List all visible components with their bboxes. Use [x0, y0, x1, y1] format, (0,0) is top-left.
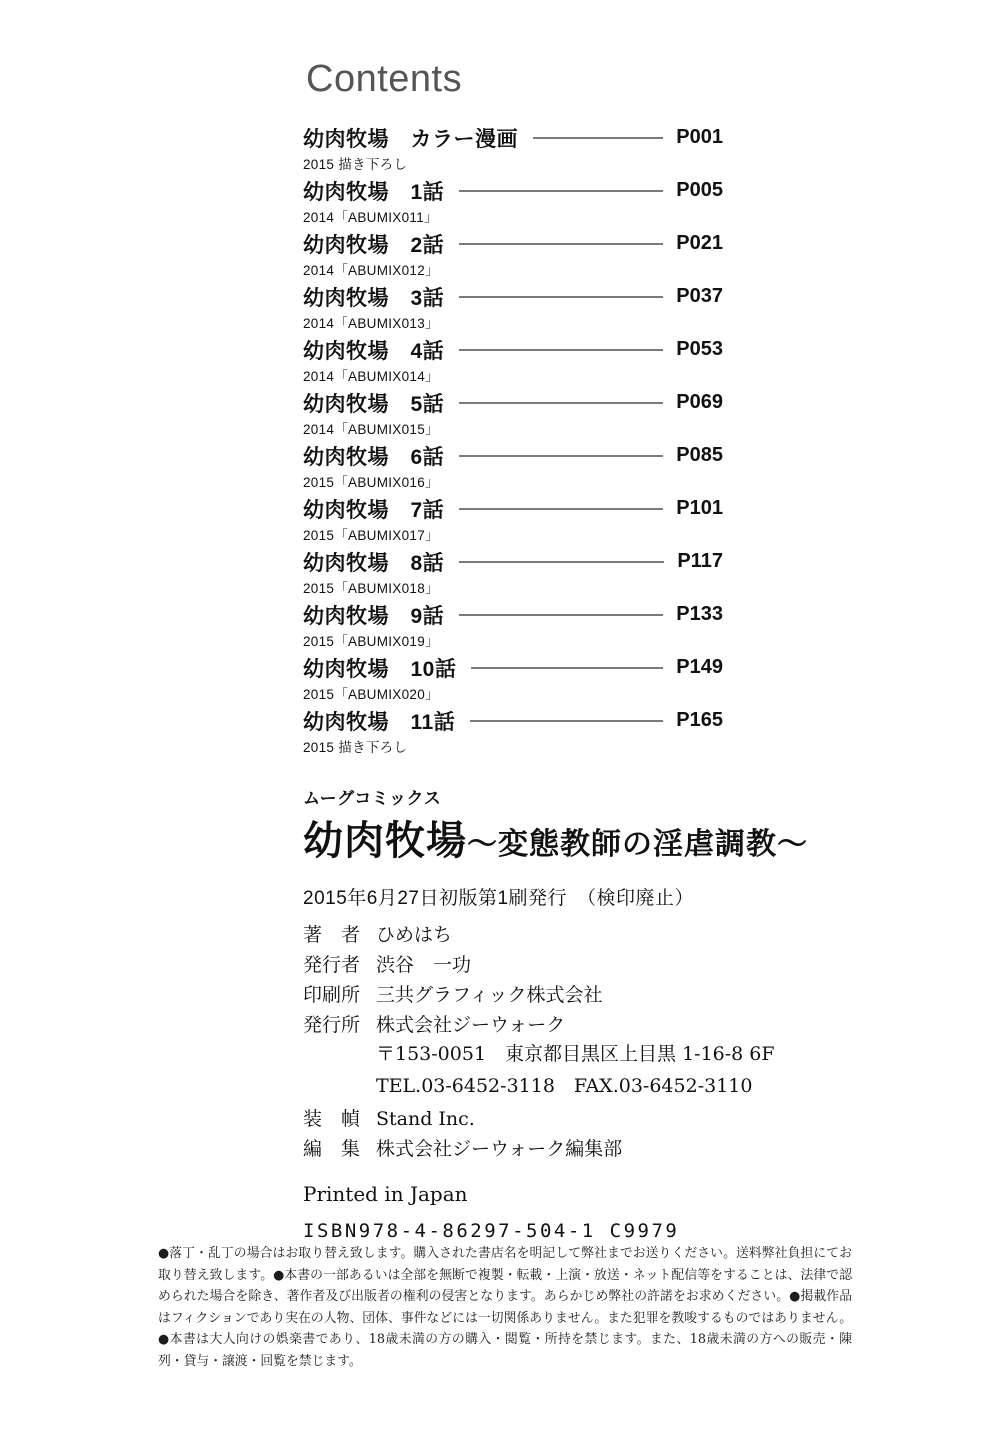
colophon-rows — [303, 924, 903, 1160]
toc-entry-subtitle: 2015 描き下ろし — [303, 740, 408, 755]
toc-entry-row — [303, 495, 723, 522]
colophon-row-extra-line: 〒153-0051 東京都目黒区上目黒 1-16-8 6F — [376, 1043, 775, 1065]
toc-entry-page: P001 — [676, 126, 723, 148]
toc-entry-subtitle: 2014「ABUMIX015」 — [303, 422, 439, 437]
toc-entry-subtitle: 2014「ABUMIX012」 — [303, 263, 439, 278]
toc-entry-row — [303, 124, 723, 151]
toc-entry-subtitle: 2015「ABUMIX018」 — [303, 581, 439, 596]
toc-entry-row — [303, 283, 723, 310]
toc-leader-line — [471, 667, 663, 669]
toc-leader-line — [470, 720, 663, 722]
toc-entry-row — [303, 336, 723, 363]
toc-leader-line — [533, 137, 663, 139]
toc-entry-title: 幼肉牧場 3話 — [303, 286, 445, 310]
toc-entry-page: P101 — [676, 497, 723, 519]
toc-entry-page: P149 — [676, 656, 723, 678]
colophon-row-value: Stand Inc. — [376, 1108, 475, 1130]
colophon-row — [303, 1108, 903, 1130]
toc-entry-row — [303, 389, 723, 416]
toc-entry-page: P069 — [676, 391, 723, 413]
colophon-row — [303, 1138, 903, 1160]
toc-entry — [303, 389, 723, 435]
imprint-label: ムーグコミックス — [303, 789, 442, 808]
toc-entry-page: P085 — [676, 444, 723, 466]
toc-leader-line — [459, 190, 663, 192]
toc-entry — [303, 601, 723, 647]
toc-entry-subtitle: 2014「ABUMIX011」 — [303, 210, 438, 225]
toc-entry-subtitle: 2014「ABUMIX013」 — [303, 316, 439, 331]
toc-entry-title: 幼肉牧場 カラー漫画 — [303, 127, 518, 151]
toc-list — [303, 124, 723, 760]
toc-leader-line — [459, 243, 663, 245]
toc-leader-line — [459, 561, 664, 563]
isbn-code: ISBN978-4-86297-504-1 C9979 — [303, 1220, 680, 1242]
toc-entry — [303, 654, 723, 700]
colophon — [303, 784, 903, 1242]
toc-entry-row — [303, 707, 723, 734]
toc-entry-subtitle: 2014「ABUMIX014」 — [303, 369, 439, 384]
colophon-row — [303, 954, 903, 976]
toc-entry-title: 幼肉牧場 6話 — [303, 445, 445, 469]
colophon-row-value: 三共グラフィック株式会社 — [376, 984, 603, 1006]
toc-entry-title: 幼肉牧場 2話 — [303, 233, 445, 257]
toc-entry — [303, 230, 723, 276]
toc-leader-line — [459, 296, 663, 298]
toc-leader-line — [459, 455, 663, 457]
book-title-main: 幼肉牧場 — [303, 819, 467, 863]
toc-entry-row — [303, 230, 723, 257]
colophon-row-label: 装 幀 — [303, 1108, 361, 1130]
colophon-row-label: 印刷所 — [303, 984, 361, 1006]
toc-entry — [303, 336, 723, 382]
toc-entry-title: 幼肉牧場 10話 — [303, 657, 457, 681]
toc-leader-line — [459, 508, 663, 510]
colophon-row-value-block — [376, 1138, 903, 1160]
colophon-row-label: 発行所 — [303, 1014, 361, 1036]
toc-entry-subtitle: 2015「ABUMIX016」 — [303, 475, 439, 490]
toc-entry-subtitle: 2015 描き下ろし — [303, 157, 408, 172]
colophon-row-value: 株式会社ジーウォーク編集部 — [376, 1138, 623, 1160]
legal-notice-text: ●落丁・乱丁の場合はお取り替え致します。購入された書店名を明記して弊社までお送りください。送料弊社負担にてお取り替え致します。●本書の一部あるいは全部を無断で複製・転載・上演・放送・ネット配信等をすることは、法律で認められた場合を除き、著作者及び出版者の権利の侵害となります。あらかじめ弊社の許諾をお求めください。●掲載作品はフィクションであり実在の人物、団体、事件などには一切関係ありません。また犯罪を教唆するものではありません。●本書は大人向けの娯楽書であり、18歳未満の方の購入・閲覧・所持を禁じます。また、18歳未満の方への販売・陳列・貸与・譲渡・回覧を禁じます。 — [158, 1246, 852, 1369]
toc-entry-page: P165 — [676, 709, 723, 731]
toc-entry-row — [303, 601, 723, 628]
colophon-row-label: 編 集 — [303, 1138, 361, 1160]
edition-line: 2015年6月27日初版第1刷発行 （検印廃止） — [303, 888, 695, 909]
toc-entry-title: 幼肉牧場 11話 — [303, 710, 456, 734]
toc-entry-row — [303, 442, 723, 469]
colophon-row-label: 発行者 — [303, 954, 361, 976]
colophon-row-label: 著 者 — [303, 924, 361, 946]
toc-entry — [303, 442, 723, 488]
colophon-row — [303, 1014, 903, 1100]
toc-entry — [303, 177, 723, 223]
colophon-row-value-block — [376, 1108, 903, 1130]
colophon-row-value: 渋谷 一功 — [376, 954, 472, 976]
toc-entry-page: P021 — [676, 232, 723, 254]
contents-heading: Contents — [306, 58, 463, 100]
toc-entry-page: P053 — [676, 338, 723, 360]
toc-entry-title: 幼肉牧場 8話 — [303, 551, 445, 575]
toc-entry-page: P037 — [676, 285, 723, 307]
colophon-row-value: ひめはち — [376, 924, 453, 946]
toc-entry-title: 幼肉牧場 9話 — [303, 604, 445, 628]
toc-entry-row — [303, 177, 723, 204]
toc-entry-row — [303, 654, 723, 681]
toc-entry-subtitle: 2015「ABUMIX019」 — [303, 634, 439, 649]
toc-entry — [303, 548, 723, 594]
colophon-row-value: 株式会社ジーウォーク — [376, 1014, 566, 1036]
colophon-row-value-block — [376, 984, 903, 1006]
toc-entry — [303, 124, 723, 170]
colophon-row-value-block — [376, 924, 903, 946]
toc-entry-page: P005 — [676, 179, 723, 201]
toc-entry-subtitle: 2015「ABUMIX017」 — [303, 528, 439, 543]
toc-entry-subtitle: 2015「ABUMIX020」 — [303, 687, 439, 702]
toc-entry — [303, 283, 723, 329]
toc-entry-page: P117 — [677, 550, 723, 572]
toc-entry — [303, 495, 723, 541]
colophon-row-value-block — [376, 954, 903, 976]
printed-in-japan: Printed in Japan — [303, 1182, 468, 1206]
toc-entry-page: P133 — [676, 603, 723, 625]
toc-entry-row — [303, 548, 723, 575]
colophon-row-extra-line: TEL.03-6452-3118 FAX.03-6452-3110 — [376, 1075, 753, 1097]
colophon-row-value-block — [376, 1014, 903, 1100]
toc-entry-title: 幼肉牧場 5話 — [303, 392, 445, 416]
book-title-subtitle: ～変態教師の淫虐調教～ — [467, 828, 808, 861]
toc-leader-line — [459, 402, 663, 404]
book-title — [303, 819, 903, 863]
colophon-row — [303, 924, 903, 946]
toc-entry-title: 幼肉牧場 4話 — [303, 339, 445, 363]
toc-leader-line — [459, 349, 663, 351]
toc-entry — [303, 707, 723, 753]
toc-entry-title: 幼肉牧場 1話 — [303, 180, 445, 204]
colophon-row — [303, 984, 903, 1006]
toc-entry-title: 幼肉牧場 7話 — [303, 498, 445, 522]
toc-leader-line — [459, 614, 663, 616]
